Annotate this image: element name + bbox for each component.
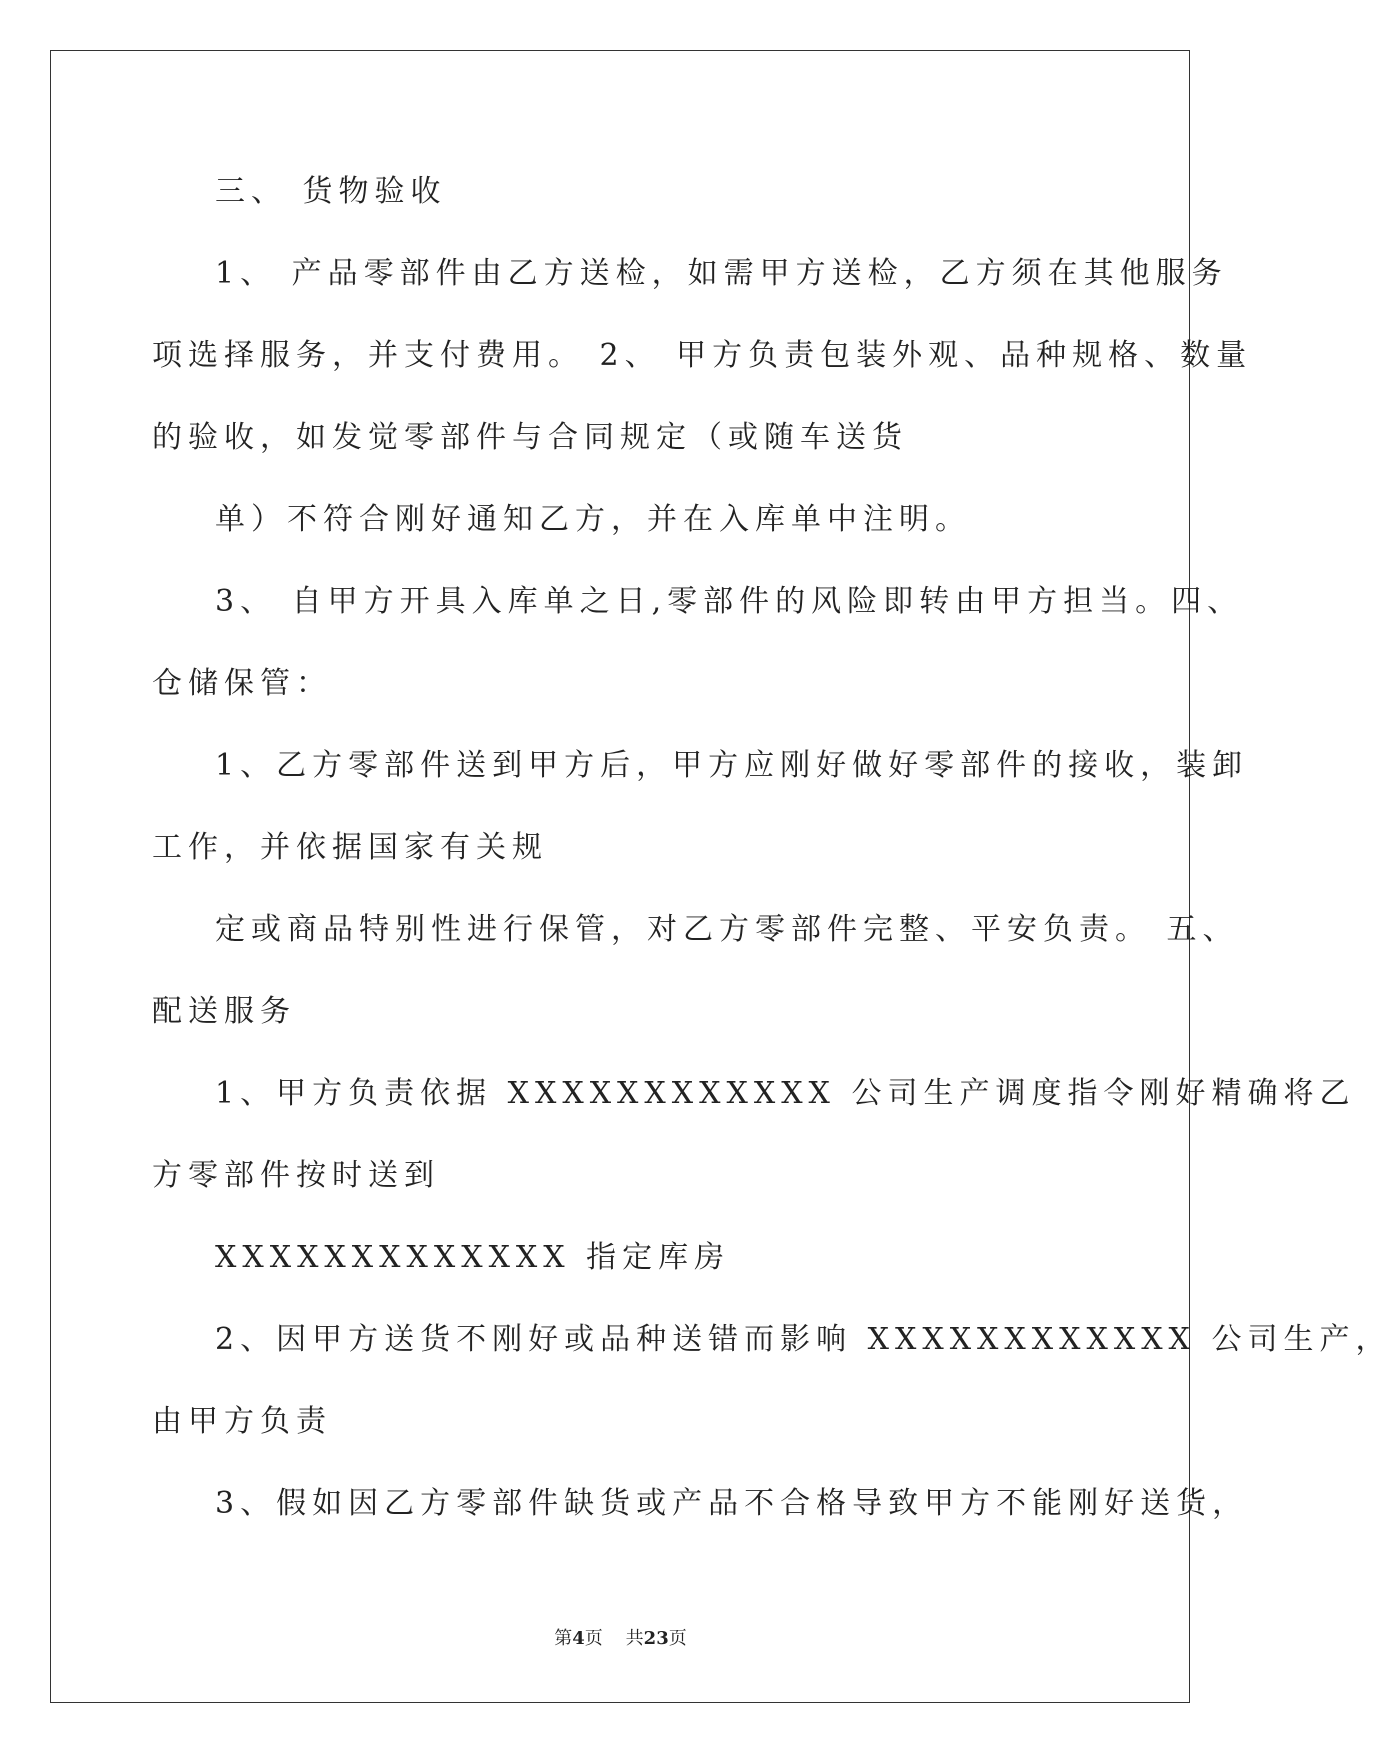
paragraph-line: 2、因甲方送货不刚好或品种送错而影响 XXXXXXXXXXXX 公司生产， <box>215 1322 1391 1357</box>
paragraph-line: 项选择服务，并支付费用。 2、 甲方负责包装外观、品种规格、数量 <box>152 338 1253 373</box>
paragraph-line: 的验收，如发觉零部件与合同规定（或随车送货 <box>152 420 908 455</box>
page-suffix: 页 <box>584 1628 603 1649</box>
section-heading-storage: 仓储保管： <box>152 666 332 701</box>
paragraph-line: 3、 自甲方开具入库单之日,零部件的风险即转由甲方担当。四、 <box>215 584 1244 619</box>
total-suffix: 页 <box>668 1628 687 1649</box>
page-prefix: 第 <box>554 1628 573 1649</box>
paragraph-line: 工作，并依据国家有关规 <box>152 830 548 865</box>
paragraph-line: 定或商品特别性进行保管，对乙方零部件完整、平安负责。 五、 <box>215 912 1239 947</box>
page-number: 4 <box>572 1628 585 1649</box>
paragraph-line: 方零部件按时送到 <box>152 1158 440 1193</box>
page-border <box>50 50 1190 1703</box>
paragraph-line: 1、甲方负责依据 XXXXXXXXXXXX 公司生产调度指令刚好精确将乙 <box>215 1076 1356 1111</box>
paragraph-line: 3、假如因乙方零部件缺货或产品不合格导致甲方不能刚好送货， <box>215 1486 1249 1521</box>
total-pages: 23 <box>643 1628 669 1649</box>
paragraph-line: 1、 产品零部件由乙方送检，如需甲方送检，乙方须在其他服务 <box>215 256 1228 291</box>
page-footer <box>0 1627 1241 1651</box>
section-heading-delivery: 配送服务 <box>152 994 296 1029</box>
paragraph-line: 单）不符合刚好通知乙方，并在入库单中注明。 <box>215 502 971 537</box>
section-heading-goods-acceptance: 三、 货物验收 <box>215 174 447 209</box>
paragraph-line: 1、乙方零部件送到甲方后，甲方应刚好做好零部件的接收，装卸 <box>215 748 1249 783</box>
paragraph-line: 由甲方负责 <box>152 1404 332 1439</box>
total-prefix: 共 <box>625 1628 644 1649</box>
paragraph-line: XXXXXXXXXXXXX 指定库房 <box>215 1240 731 1275</box>
